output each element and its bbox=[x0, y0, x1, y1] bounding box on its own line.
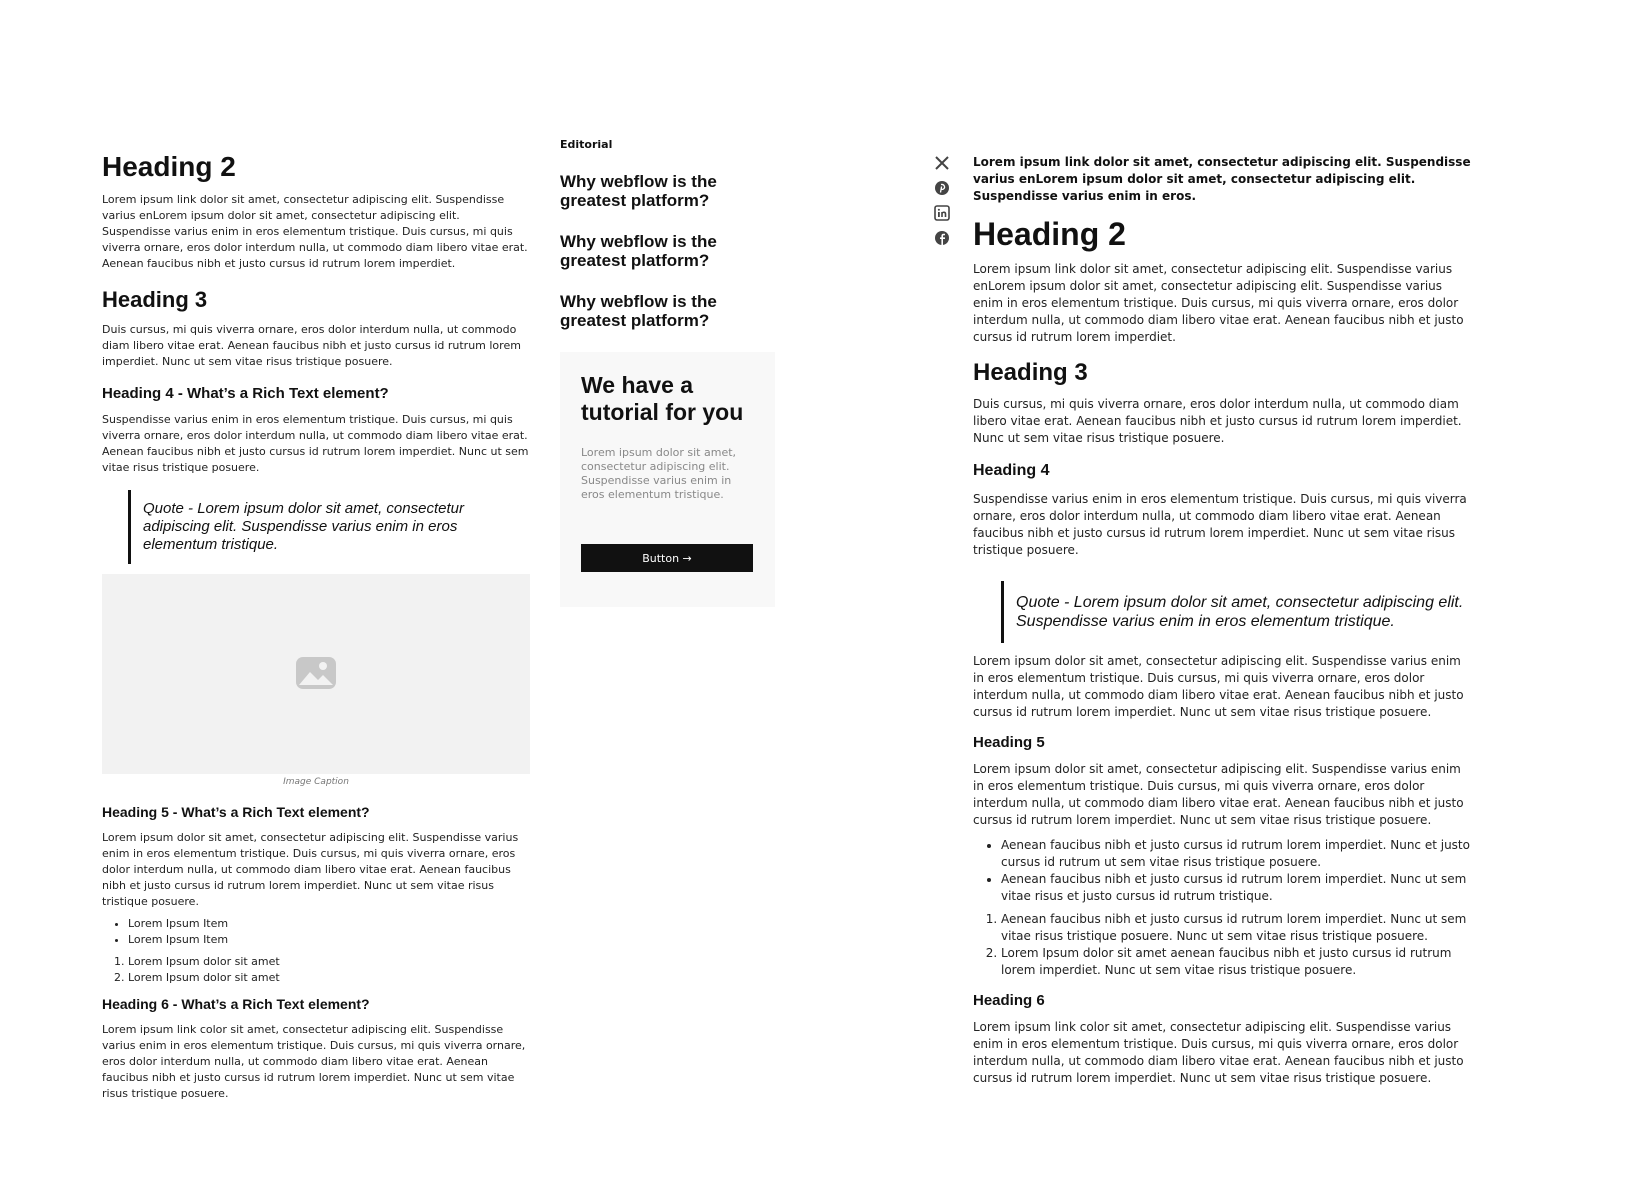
heading-4: Heading 4 bbox=[973, 462, 1050, 479]
image-caption: Image Caption bbox=[283, 777, 349, 787]
tutorial-card-text: Lorem ipsum dolor sit amet, consectetur adipiscing elit. Suspendisse varius enim in eros elementum tristique. bbox=[581, 446, 737, 501]
heading-6: Heading 6 bbox=[973, 992, 1045, 1009]
list-item: • Aenean faucibus nibh et justo cursus id rutrum lorem imperdiet. Nunc et justo cursus id rutrum ut sem vitae risus tristique posuere. bbox=[1001, 837, 1473, 871]
tutorial-card bbox=[560, 352, 775, 607]
paragraph: Duis cursus, mi quis viverra ornare, eros dolor interdum nulla, ut commodo diam libero vitae erat. Aenean faucibus nibh et justo cursus id rutrum lorem imperdiet. Nunc ut sem vitae risus tristique posuere. bbox=[973, 397, 1462, 445]
paragraph: Suspendisse varius enim in eros elementum tristique. Duis cursus, mi quis viverra ornare, eros dolor interdum nulla, ut commodo diam libero vitae erat. Aenean faucibus nibh et justo cursus id rutrum lorem imperdiet. Nunc ut sem vitae risus tristique posuere. bbox=[973, 492, 1467, 557]
list-item: • Aenean faucibus nibh et justo cursus id rutrum lorem imperdiet. Nunc ut sem vitae risus et justo cursus id rutrum tristique. bbox=[1001, 871, 1473, 905]
bullet-list bbox=[973, 837, 1473, 905]
image-figure bbox=[102, 574, 530, 788]
paragraph: Lorem ipsum dolor sit amet, consectetur adipiscing elit. Suspendisse varius enim in eros elementum tristique. Duis cursus, mi quis viverra ornare, eros dolor interdum nulla, ut commodo diam libero vitae erat. Aenean faucibus nibh et justo cursus id rutrum lorem imperdiet. Nunc ut sem vitae risus tristique posuere. bbox=[973, 762, 1464, 827]
paragraph: Lorem ipsum dolor sit amet, consectetur adipiscing elit. Suspendisse varius enim in eros elementum tristique. Duis cursus, mi quis viverra ornare, eros dolor interdum nulla, ut commodo diam libero vitae erat. Aenean faucibus nibh et justo cursus id rutrum lorem imperdiet. Nunc ut sem vitae risus tristique posuere. bbox=[973, 654, 1464, 719]
tutorial-card-title: We have a tutorial for you bbox=[581, 372, 744, 425]
x-twitter-icon[interactable] bbox=[934, 155, 950, 171]
facebook-icon[interactable] bbox=[934, 230, 950, 246]
numbered-list bbox=[102, 954, 530, 986]
heading-4: Heading 4 - What’s a Rich Text element? bbox=[102, 385, 389, 402]
editorial-link[interactable]: Why webflow is the greatest platform? bbox=[560, 292, 717, 330]
image-placeholder-icon bbox=[295, 656, 337, 690]
editorial-sidebar bbox=[560, 138, 775, 607]
editorial-label: Editorial bbox=[560, 138, 613, 151]
list-item: • Lorem Ipsum Item bbox=[128, 916, 530, 932]
rich-text-right bbox=[973, 154, 1473, 1087]
tutorial-button[interactable]: Button → bbox=[581, 544, 753, 572]
paragraph: Lorem ipsum link color sit amet, consectetur adipiscing elit. Suspendisse varius enim in eros elementum tristique. Duis cursus, mi quis viverra ornare, eros dolor interdum nulla, ut commodo diam libero vitae erat. Aenean faucibus nibh et justo cursus id rutrum lorem imperdiet. Nunc ut sem vitae risus tristique posuere. bbox=[102, 1023, 526, 1100]
paragraph: Lorem ipsum link dolor sit amet, consectetur adipiscing elit. Suspendisse varius enLorem ipsum dolor sit amet, consectetur adipiscing elit. Suspendisse varius enim in eros elementum tristique. Duis cursus, mi quis viverra ornare, eros dolor interdum nulla, ut commodo diam libero vitae erat. Aenean faucibus nibh et justo cursus id rutrum lorem imperdiet. bbox=[102, 193, 528, 270]
heading-5: Heading 5 bbox=[973, 734, 1045, 751]
paragraph: Lorem ipsum link dolor sit amet, consectetur adipiscing elit. Suspendisse varius enLorem ipsum dolor sit amet, consectetur adipiscing elit. Suspendisse varius enim in eros elementum tristique. Duis cursus, mi quis viverra ornare, eros dolor interdum nulla, ut commodo diam libero vitae erat. Aenean faucibus nibh et justo cursus id rutrum lorem imperdiet. bbox=[973, 262, 1464, 344]
list-item: • Lorem Ipsum Item bbox=[128, 932, 530, 948]
lead-paragraph: Lorem ipsum link dolor sit amet, consectetur adipiscing elit. Suspendisse varius enLorem ipsum dolor sit amet, consectetur adipiscing elit. Suspendisse varius enim in eros. bbox=[973, 155, 1471, 203]
list-item: 2. Lorem Ipsum dolor sit amet aenean faucibus nibh et justo cursus id rutrum lorem imperdiet. Nunc ut sem vitae risus tristique posuere. bbox=[1001, 945, 1473, 979]
image-placeholder bbox=[102, 574, 530, 774]
social-share-bar bbox=[934, 155, 952, 255]
list-item: 1. Aenean faucibus nibh et justo cursus id rutrum lorem imperdiet. Nunc ut sem vitae risus tristique posuere. Nunc ut sem vitae risus tristique posuere. bbox=[1001, 911, 1473, 945]
linkedin-icon[interactable] bbox=[934, 205, 950, 221]
heading-3: Heading 3 bbox=[973, 359, 1088, 386]
paragraph: Suspendisse varius enim in eros elementum tristique. Duis cursus, mi quis viverra ornare, eros dolor interdum nulla, ut commodo diam libero vitae erat. Aenean faucibus nibh et justo cursus id rutrum lorem imperdiet. Nunc ut sem vitae risus tristique posuere. bbox=[102, 413, 529, 474]
list-item: 2. Lorem Ipsum dolor sit amet bbox=[128, 970, 530, 986]
heading-6: Heading 6 - What’s a Rich Text element? bbox=[102, 996, 370, 1012]
list-item: 1. Lorem Ipsum dolor sit amet bbox=[128, 954, 530, 970]
blockquote: Quote - Lorem ipsum dolor sit amet, consectetur adipiscing elit. Suspendisse varius enim in eros elementum tristique. bbox=[1001, 581, 1473, 643]
editorial-link[interactable]: Why webflow is the greatest platform? bbox=[560, 232, 717, 270]
heading-2: Heading 2 bbox=[973, 216, 1126, 252]
rich-text-left bbox=[102, 150, 530, 1102]
heading-2: Heading 2 bbox=[102, 151, 236, 182]
paragraph: Lorem ipsum dolor sit amet, consectetur adipiscing elit. Suspendisse varius enim in eros elementum tristique. Duis cursus, mi quis viverra ornare, eros dolor interdum nulla, ut commodo diam libero vitae erat. Aenean faucibus nibh et justo cursus id rutrum lorem imperdiet. Nunc ut sem vitae risus tristique posuere. bbox=[102, 831, 519, 908]
editorial-link[interactable]: Why webflow is the greatest platform? bbox=[560, 172, 717, 210]
paragraph: Lorem ipsum link color sit amet, consectetur adipiscing elit. Suspendisse varius enim in eros elementum tristique. Duis cursus, mi quis viverra ornare, eros dolor interdum nulla, ut commodo diam libero vitae erat. Aenean faucibus nibh et justo cursus id rutrum lorem imperdiet. Nunc ut sem vitae risus tristique posuere. bbox=[973, 1020, 1464, 1085]
paragraph: Duis cursus, mi quis viverra ornare, eros dolor interdum nulla, ut commodo diam libero vitae erat. Aenean faucibus nibh et justo cursus id rutrum lorem imperdiet. Nunc ut sem vitae risus tristique posuere. bbox=[102, 323, 521, 368]
blockquote: Quote - Lorem ipsum dolor sit amet, consectetur adipiscing elit. Suspendisse varius enim in eros elementum tristique. bbox=[128, 490, 530, 564]
pinterest-icon[interactable] bbox=[934, 180, 950, 196]
bullet-list bbox=[102, 916, 530, 948]
heading-3: Heading 3 bbox=[102, 287, 208, 312]
numbered-list bbox=[973, 911, 1473, 979]
heading-5: Heading 5 - What’s a Rich Text element? bbox=[102, 804, 370, 820]
